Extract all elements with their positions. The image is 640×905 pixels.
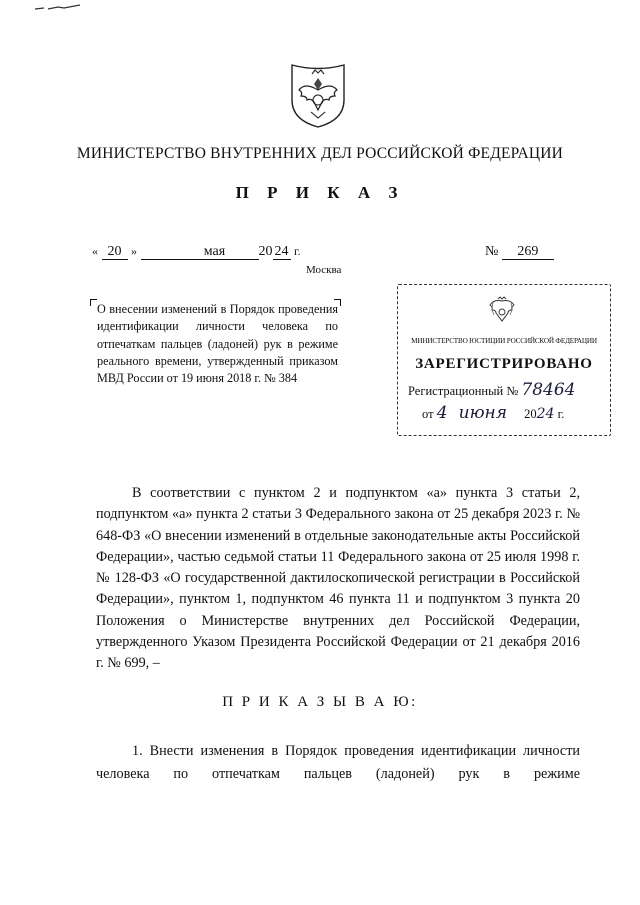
- preamble-paragraph: В соответствии с пунктом 2 и подпунктом «а» пункта 3 статьи 2, подпунктом «а» пункта 2 статьи 3 Федерального закона от 25 декабря 2023 г. № 648-ФЗ «О внесении изменений в отдельные законодательные акты Российской Федерации», частью седьмой статьи 11 Федерального закона от 25 июля 1998 г. № 128-ФЗ «О государственной дактилоскопической регистрации в Российской Федерации», пунктом 1, подпунктом 46 пункта 11 и подпунктом 3 пункта 20 Положения о Министерстве внутренних дел Российской Федерации, утвержденного Указом Президента Российской Федерации от 21 декабря 2016 г. № 699, –: [96, 485, 580, 672]
- date-close-quote: »: [131, 244, 137, 258]
- number-value: 269: [502, 245, 554, 260]
- date-year-prefix: 20: [258, 244, 273, 259]
- date-year-unit: г.: [294, 244, 301, 258]
- order-subject: О внесении изменений в Порядок проведения идентификации личности человека по отпечаткам пальцев (ладоней) рук в режиме реального времени, утвержденный приказом МВД России от 19 июня 2018 г. № 384: [97, 302, 338, 386]
- coat-of-arms-icon: [287, 60, 349, 130]
- stamp-date-prefix: от: [422, 407, 434, 421]
- stamp-date-year-prefix: 20: [524, 407, 537, 421]
- stamp-reg-number: 78464: [521, 380, 576, 400]
- stamp-registration-number: [408, 380, 575, 400]
- scan-artifact-mark: [34, 4, 84, 12]
- order-number: [485, 244, 554, 260]
- registration-stamp: [397, 284, 611, 436]
- stamp-date-month: июня: [458, 403, 508, 423]
- stamp-registered: ЗАРЕГИСТРИРОВАНО: [415, 356, 593, 372]
- date-open-quote: «: [92, 244, 98, 258]
- stamp-reg-label: Регистрационный №: [408, 384, 519, 398]
- city: Москва: [306, 264, 342, 276]
- number-label: №: [485, 244, 499, 259]
- stamp-emblem-icon: [485, 295, 519, 329]
- stamp-date: [422, 403, 564, 423]
- stamp-date-year-suffix: 24: [536, 406, 555, 422]
- ministry-title: МИНИСТЕРСТВО ВНУТРЕННИХ ДЕЛ РОССИЙСКОЙ ФЕДЕРАЦИИ: [76, 145, 564, 162]
- subject-corner-left: [90, 299, 97, 306]
- order-date: [92, 244, 301, 260]
- document-type: П Р И К А З: [235, 183, 405, 202]
- date-month: [141, 245, 259, 260]
- stamp-date-day: 4: [436, 403, 448, 423]
- date-month-text: мая: [203, 244, 226, 259]
- date-year-suffix: 24: [274, 244, 289, 259]
- stamp-ministry: МИНИСТЕРСТВО ЮСТИЦИИ РОССИЙСКОЙ ФЕДЕРАЦИИ: [411, 337, 597, 345]
- order-directive-heading: П Р И К А З Ы В А Ю:: [222, 694, 418, 710]
- stamp-date-unit: г.: [557, 407, 565, 421]
- date-day: 20: [102, 245, 128, 260]
- order-item-1: 1. Внести изменения в Порядок проведения идентификации личности человека по отпечаткам пальцев (ладоней) рук в режиме: [96, 743, 580, 782]
